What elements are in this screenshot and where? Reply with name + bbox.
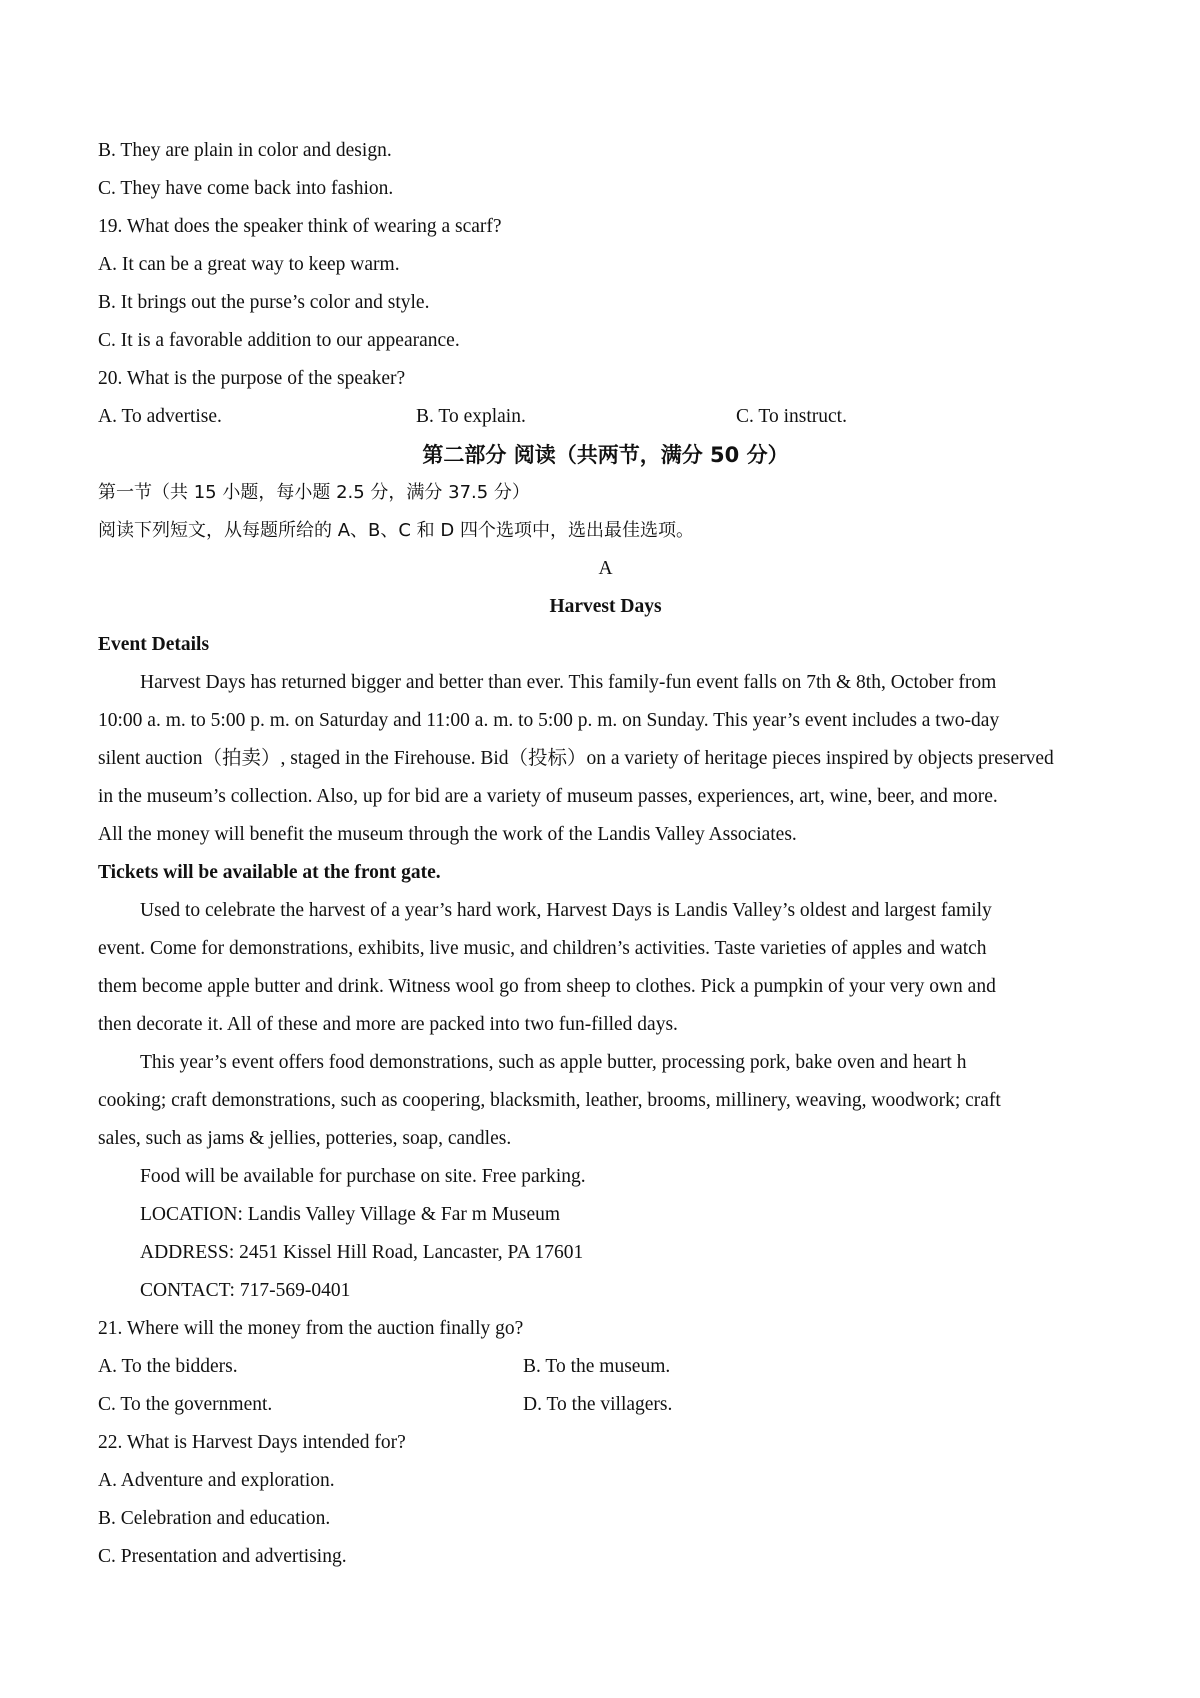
passage-title: Harvest Days xyxy=(549,596,662,617)
paragraph-line: them become apple butter and drink. Witness wool go from sheep to clothes. Pick a pumpkin of your very own and xyxy=(98,976,996,997)
paragraph-line: cooking; craft demonstrations, such as coopering, blacksmith, leather, brooms, millinery, weaving, woodwork; craft xyxy=(98,1090,1001,1111)
q20-options xyxy=(98,398,1113,436)
paragraph-line: silent auction（拍卖）, staged in the Firehouse. Bid（投标）on a variety of heritage pieces inspired by objects preserved xyxy=(98,748,1054,769)
q21-option-b: B. To the museum. xyxy=(523,1356,671,1377)
section1-heading: 第一节（共 15 小题，每小题 2.5 分，满分 37.5 分） xyxy=(98,482,530,503)
q22-option-a: A. Adventure and exploration. xyxy=(98,1470,335,1491)
address-line: ADDRESS: 2451 Kissel Hill Road, Lancaster, PA 17601 xyxy=(140,1242,584,1263)
location-line: LOCATION: Landis Valley Village & Far m Museum xyxy=(140,1204,561,1225)
q21-options-row-1 xyxy=(98,1348,1113,1386)
paragraph-line: All the money will benefit the museum through the work of the Landis Valley Associates. xyxy=(98,824,797,845)
q22-option-b: B. Celebration and education. xyxy=(98,1508,331,1529)
paragraph-3 xyxy=(98,1044,1113,1158)
q21-option-a: A. To the bidders. xyxy=(98,1356,238,1377)
q18-option-c: C. They have come back into fashion. xyxy=(98,178,394,199)
q21-stem: 21. Where will the money from the auction finally go? xyxy=(98,1318,524,1339)
part2-title: 第二部分 阅读（共两节，满分 50 分） xyxy=(422,443,789,467)
event-details-heading: Event Details xyxy=(98,634,210,655)
q20-option-b: B. To explain. xyxy=(416,406,526,427)
q21-options-row-2 xyxy=(98,1386,1113,1424)
q20-option-c: C. To instruct. xyxy=(736,406,847,427)
paragraph-line: Harvest Days has returned bigger and better than ever. This family-fun event falls on 7th & 8th, October from xyxy=(140,672,997,693)
paragraph-line: Used to celebrate the harvest of a year’s hard work, Harvest Days is Landis Valley’s oldest and largest family xyxy=(140,900,992,921)
paragraph-line: This year’s event offers food demonstrations, such as apple butter, processing pork, bake oven and heart h xyxy=(140,1052,967,1073)
q18-option-b: B. They are plain in color and design. xyxy=(98,140,392,161)
q22-option-c: C. Presentation and advertising. xyxy=(98,1546,347,1567)
reading-instruction: 阅读下列短文，从每题所给的 A、B、C 和 D 四个选项中，选出最佳选项。 xyxy=(98,520,694,541)
q19-option-c: C. It is a favorable addition to our appearance. xyxy=(98,330,460,351)
q22-stem: 22. What is Harvest Days intended for? xyxy=(98,1432,406,1453)
q20-option-a: A. To advertise. xyxy=(98,406,222,427)
paragraph-2 xyxy=(98,892,1113,1044)
paragraph-line: event. Come for demonstrations, exhibits, live music, and children’s activities. Taste varieties of apples and watch xyxy=(98,938,987,959)
food-note: Food will be available for purchase on site. Free parking. xyxy=(140,1166,586,1187)
paragraph-line: 10:00 a. m. to 5:00 p. m. on Saturday and 11:00 a. m. to 5:00 p. m. on Sunday. This year’s event includes a two-day xyxy=(98,710,1000,731)
paragraph-line: then decorate it. All of these and more are packed into two fun-filled days. xyxy=(98,1014,678,1035)
exam-page xyxy=(98,132,1113,1576)
paragraph-line: in the museum’s collection. Also, up for bid are a variety of museum passes, experiences, art, wine, beer, and more. xyxy=(98,786,998,807)
q21-option-d: D. To the villagers. xyxy=(523,1394,673,1415)
tickets-heading: Tickets will be available at the front gate. xyxy=(98,862,441,883)
q19-option-a: A. It can be a great way to keep warm. xyxy=(98,254,400,275)
paragraph-1 xyxy=(98,664,1113,854)
q21-option-c: C. To the government. xyxy=(98,1394,273,1415)
paragraph-line: sales, such as jams & jellies, potteries, soap, candles. xyxy=(98,1128,512,1149)
passage-letter: A xyxy=(598,558,613,579)
q19-option-b: B. It brings out the purse’s color and style. xyxy=(98,292,430,313)
q19-stem: 19. What does the speaker think of wearing a scarf? xyxy=(98,216,502,237)
contact-line: CONTACT: 717-569-0401 xyxy=(140,1280,351,1301)
q20-stem: 20. What is the purpose of the speaker? xyxy=(98,368,406,389)
